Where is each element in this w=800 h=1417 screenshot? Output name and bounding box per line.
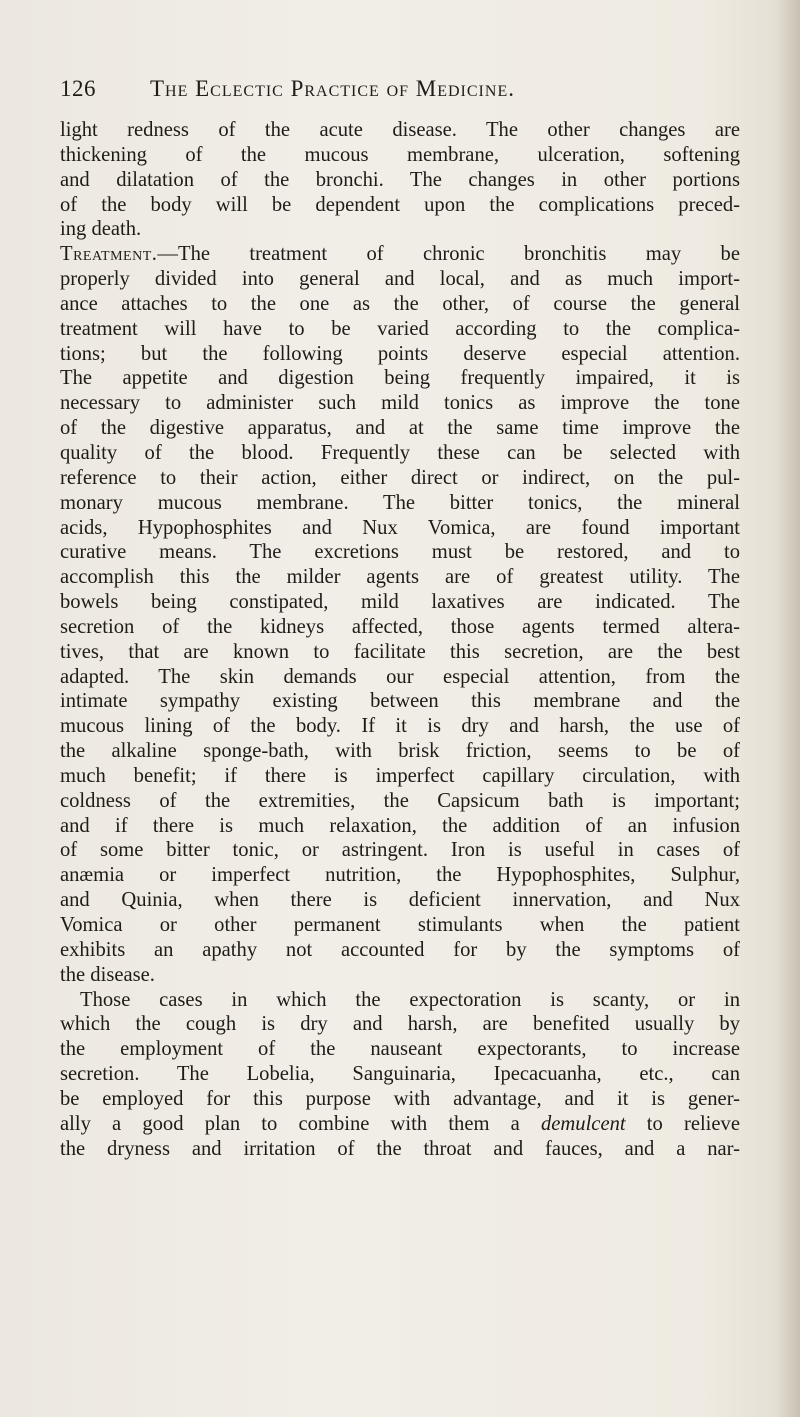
text-line bbox=[60, 1087, 740, 1112]
text-line bbox=[60, 1012, 740, 1037]
line-text: The appetite and digestion being frequently impaired, it is bbox=[60, 367, 740, 390]
text-line bbox=[60, 491, 740, 516]
line-text: thickening of the mucous membrane, ulceration, softening bbox=[60, 143, 740, 166]
text-line bbox=[60, 963, 740, 988]
line-text: ance attaches to the one as the other, of course the general bbox=[60, 292, 740, 315]
text-line bbox=[60, 540, 740, 565]
text-line bbox=[60, 466, 740, 491]
text-line bbox=[60, 292, 740, 317]
page-number: 126 bbox=[60, 76, 96, 101]
line-text: and if there is much relaxation, the addition of an infusion bbox=[60, 814, 740, 837]
text-line bbox=[60, 242, 740, 267]
text-line bbox=[60, 1137, 740, 1162]
text-line bbox=[60, 1037, 740, 1062]
text-line bbox=[60, 665, 740, 690]
line-text: and Quinia, when there is deficient innervation, and Nux bbox=[60, 889, 740, 912]
line-text: and dilatation of the bronchi. The changes in other portions bbox=[60, 168, 740, 191]
line-text: of the body will be dependent upon the complications preced- bbox=[60, 193, 740, 216]
text-line bbox=[60, 118, 740, 143]
section-heading: Treatment. bbox=[60, 243, 158, 266]
line-text: anæmia or imperfect nutrition, the Hypophosphites, Sulphur, bbox=[60, 864, 740, 887]
line-text: properly divided into general and local, and as much import- bbox=[60, 268, 740, 291]
text-line bbox=[60, 366, 740, 391]
line-text: to relieve bbox=[625, 1112, 740, 1135]
line-text: curative means. The excretions must be restored, and to bbox=[60, 541, 740, 564]
text-line bbox=[60, 739, 740, 764]
text-line bbox=[60, 764, 740, 789]
page-header bbox=[60, 76, 740, 108]
text-line bbox=[60, 814, 740, 839]
line-text: Those cases in which the expectoration is scanty, or in bbox=[80, 988, 740, 1011]
text-line bbox=[60, 168, 740, 193]
line-text: the alkaline sponge-bath, with brisk friction, seems to be of bbox=[60, 740, 740, 763]
text-line bbox=[60, 689, 740, 714]
line-text: reference to their action, either direct or indirect, on the pul- bbox=[60, 466, 740, 489]
text-line bbox=[60, 565, 740, 590]
line-text: ing death. bbox=[60, 218, 142, 241]
line-text: secretion. The Lobelia, Sanguinaria, Ipecacuanha, etc., can bbox=[60, 1063, 740, 1086]
text-line bbox=[60, 267, 740, 292]
line-text: tives, that are known to facilitate this secretion, are the best bbox=[60, 640, 740, 663]
text-line bbox=[60, 143, 740, 168]
italic-term: demulcent bbox=[540, 1112, 626, 1135]
line-text: the dryness and irritation of the throat and fauces, and a nar- bbox=[60, 1137, 740, 1160]
line-text: be employed for this purpose with advantage, and it is gener- bbox=[60, 1087, 740, 1110]
line-text: tions; but the following points deserve especial attention. bbox=[60, 342, 740, 365]
text-line bbox=[60, 342, 740, 367]
line-text: light redness of the acute disease. The other changes are bbox=[60, 119, 740, 141]
page-edge-shadow bbox=[778, 0, 800, 1417]
line-text: mucous lining of the body. If it is dry and harsh, the use of bbox=[60, 715, 740, 738]
text-line bbox=[60, 317, 740, 342]
body-text bbox=[60, 118, 740, 1161]
text-line bbox=[60, 441, 740, 466]
line-text: the disease. bbox=[60, 963, 155, 986]
text-line bbox=[60, 1062, 740, 1087]
line-text: much benefit; if there is imperfect capillary circulation, with bbox=[60, 764, 740, 787]
line-text: —The treatment of chronic bronchitis may be bbox=[157, 243, 740, 266]
line-text: exhibits an apathy not accounted for by the symptoms of bbox=[60, 938, 740, 961]
line-text: quality of the blood. Frequently these can be selected with bbox=[60, 441, 740, 464]
line-text: of the digestive apparatus, and at the same time improve the bbox=[60, 417, 740, 440]
line-text: secretion of the kidneys affected, those agents termed altera- bbox=[60, 615, 740, 638]
text-line bbox=[60, 714, 740, 739]
line-text: coldness of the extremities, the Capsicum bath is important; bbox=[60, 789, 740, 812]
line-text: which the cough is dry and harsh, are benefited usually by bbox=[60, 1013, 740, 1036]
text-line bbox=[60, 217, 740, 242]
text-line bbox=[60, 888, 740, 913]
text-line bbox=[60, 640, 740, 665]
text-line bbox=[60, 615, 740, 640]
text-line bbox=[60, 863, 740, 888]
line-text: Vomica or other permanent stimulants when the patient bbox=[60, 914, 740, 936]
line-text: bowels being constipated, mild laxatives are indicated. The bbox=[60, 591, 740, 614]
text-line bbox=[60, 913, 740, 938]
line-text: of some bitter tonic, or astringent. Iron is useful in cases of bbox=[60, 839, 740, 862]
line-text: necessary to administer such mild tonics as improve the tone bbox=[60, 392, 740, 415]
text-line bbox=[60, 988, 740, 1013]
text-line bbox=[60, 590, 740, 615]
line-text: intimate sympathy existing between this membrane and the bbox=[60, 690, 740, 713]
line-text: adapted. The skin demands our especial attention, from the bbox=[60, 665, 740, 688]
line-text-pre: ally a good plan to combine with them a bbox=[60, 1112, 541, 1135]
text-line bbox=[60, 391, 740, 416]
line-text: treatment will have to be varied according to the complica- bbox=[60, 317, 740, 340]
text-line bbox=[60, 1112, 740, 1137]
text-line bbox=[60, 416, 740, 441]
line-text: monary mucous membrane. The bitter tonics, the mineral bbox=[60, 491, 740, 514]
line-text: accomplish this the milder agents are of greatest utility. The bbox=[60, 566, 740, 589]
line-text: the employment of the nauseant expectorants, to increase bbox=[60, 1038, 740, 1061]
text-line bbox=[60, 838, 740, 863]
text-line bbox=[60, 193, 740, 218]
text-line bbox=[60, 938, 740, 963]
running-title: The Eclectic Practice of Medicine. bbox=[150, 76, 515, 101]
text-line bbox=[60, 789, 740, 814]
text-line bbox=[60, 516, 740, 541]
line-text: acids, Hypophosphites and Nux Vomica, are found important bbox=[60, 516, 740, 539]
